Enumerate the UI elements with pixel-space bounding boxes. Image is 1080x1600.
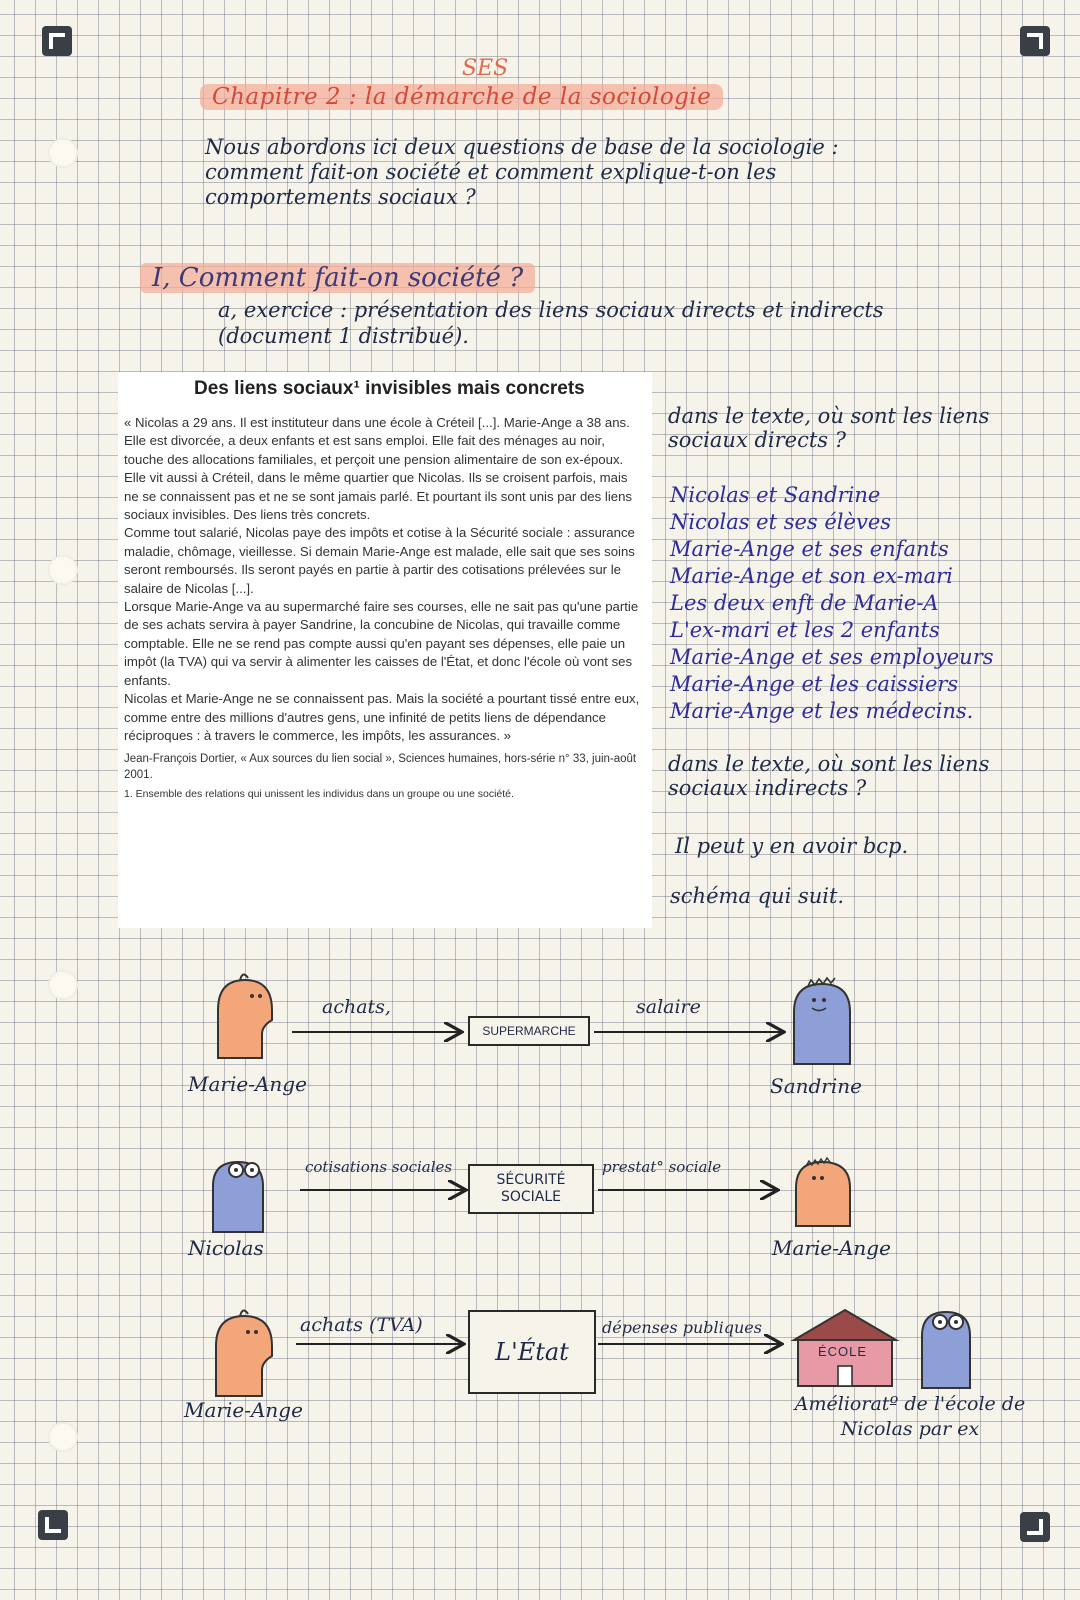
document-paragraph: Comme tout salarié, Nicolas paye des impôts et cotise à la Sécurité sociale : assurance maladie, chômage, vieillesse. Si demain Marie-Ange est malade, elle sait que ses soins seront remboursés. Ils seront payés en partie à partir des cotisations prélevées sur le salaire de Nicolas [...]. [124, 525, 635, 596]
question-indirect-links: dans le texte, où sont les liens sociaux indirects ? [668, 752, 990, 800]
document-footnote: 1. Ensemble des relations qui unissent les individus dans un groupe ou une société. [124, 788, 514, 801]
arrow-label: achats, [322, 996, 391, 1018]
securite-sociale-box: SÉCURITÉ SOCIALE [468, 1164, 594, 1214]
answer-item: Les deux enft de Marie-A [670, 591, 939, 615]
person-name: Sandrine [770, 1074, 862, 1098]
etat-box: L'État [468, 1310, 596, 1394]
answer-item: Nicolas et ses élèves [670, 510, 892, 534]
question-direct-links: dans le texte, où sont les liens sociaux directs ? [668, 404, 990, 452]
arrow-label: salaire [636, 996, 701, 1018]
arrow-label: dépenses publiques [602, 1318, 762, 1337]
person-figure-nicolas [922, 1312, 970, 1388]
note-many: Il peut y en avoir bcp. [675, 834, 909, 858]
person-figure-marie-ange [796, 1158, 850, 1226]
document-title: Des liens sociaux¹ invisibles mais concrets [194, 378, 585, 399]
subject-title: SES [462, 56, 509, 81]
document-paragraph: Nicolas et Marie-Ange ne se connaissent pas. Mais la société a pourtant tissé entre eux, comme entre des millions d'autres gens, une infinité de petits liens de dépendance réciproques : à travers le commerce, les impôts, les assurances. » [124, 691, 640, 743]
answer-item: Marie-Ange et les caissiers [670, 672, 959, 696]
answer-item: Nicolas et Sandrine [670, 483, 881, 507]
arrow-label: prestat° sociale [602, 1158, 722, 1176]
chapter-title: Chapitre 2 : la démarche de la sociologie [200, 84, 723, 110]
person-name: Marie-Ange [772, 1236, 891, 1260]
person-name: Marie-Ange [188, 1072, 307, 1096]
section-heading: I, Comment fait-on société ? [140, 263, 535, 293]
exercise-text: a, exercice : présentation des liens sociaux directs et indirects (document 1 distribué). [218, 298, 884, 348]
document-source: Jean-François Dortier, « Aux sources du lien social », Sciences humaines, hors-série n° 33, juin-août 2001. [124, 753, 637, 782]
arrow-label: cotisations sociales [305, 1158, 453, 1176]
person-name: Marie-Ange [184, 1398, 303, 1422]
person-figure-sandrine [794, 978, 850, 1064]
answer-item: L'ex-mari et les 2 enfants [670, 618, 940, 642]
school-label: ÉCOLE [818, 1344, 868, 1359]
answer-item: Marie-Ange et son ex-mari [670, 564, 953, 588]
note-schema: schéma qui suit. [670, 884, 845, 908]
document-paragraph: « Nicolas a 29 ans. Il est instituteur dans une école à Créteil [...]. Marie-Ange a 38 ans. Elle est divorcée, a deux enfants et est sans emploi. Elle fait des ménages au noir, touche des allocations familiales, et perçoit une pension alimentaire de son ex-époux. Elle vit aussi à Créteil, dans le même quartier que Nicolas. Ils se croisent parfois, mais ne se connaissent pas et ne se sont jamais parlé. Et pourtant ils sont unis par des liens sociaux invisibles. Des liens très concrets. [124, 415, 633, 523]
arrow-label: achats (TVA) [300, 1314, 423, 1336]
person-figure-marie-ange [216, 1310, 272, 1396]
school-improvement-note: Amélioratº de l'école de Nicolas par ex [794, 1393, 1026, 1440]
person-figure-marie-ange [218, 974, 272, 1058]
answer-item: Marie-Ange et ses employeurs [670, 645, 994, 669]
intro-text: Nous abordons ici deux questions de base de la sociologie : comment fait-on société et comment explique-t-on les comportements sociaux ? [205, 135, 839, 209]
supermarche-box: SUPERMARCHE [468, 1016, 590, 1046]
answer-item: Marie-Ange et ses enfants [670, 537, 949, 561]
answer-item: Marie-Ange et les médecins. [670, 699, 974, 723]
document-paragraph: Lorsque Marie-Ange va au supermarché faire ses courses, elle ne sait pas qu'une partie de ses achats servira à payer Sandrine, la concubine de Nicolas, qui travaille comme comptable. Elle ne se rend pas compte aussi qu'en payant ses dépenses, elle paie un impôt (la TVA) qui va servir à alimenter les caisses de l'État, et donc l'école où vont ses enfants. [124, 599, 639, 688]
person-name: Nicolas [188, 1236, 264, 1260]
person-figure-nicolas [213, 1162, 263, 1232]
